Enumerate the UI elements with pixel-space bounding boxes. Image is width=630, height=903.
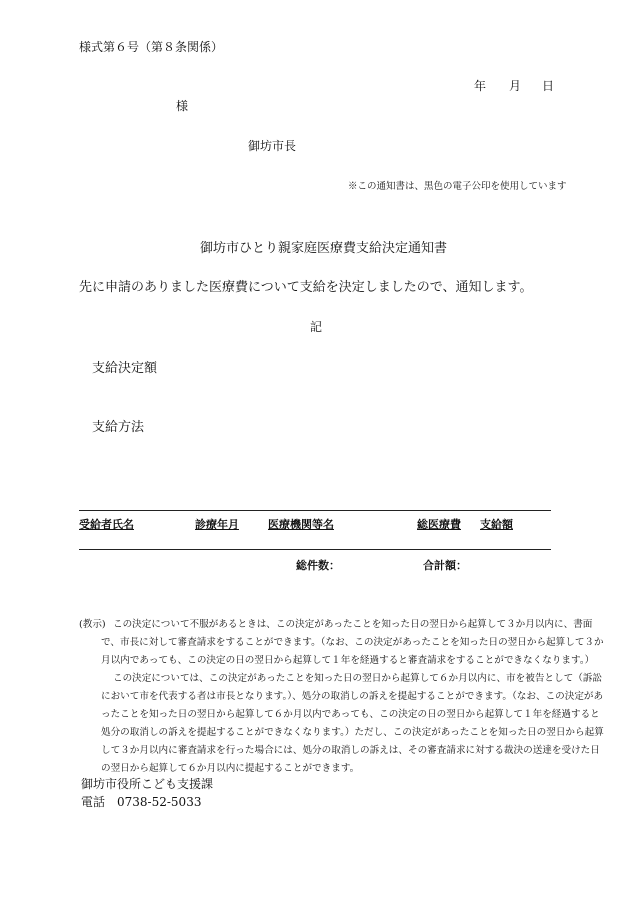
seal-note: ※この通知書は、黒色の電子公印を使用しています	[348, 181, 567, 192]
column-treatment-month: 診療年月	[195, 518, 239, 531]
total-amount-label: 合計額：	[423, 559, 467, 572]
form-number: 様式第６号（第８条関係）	[79, 40, 224, 54]
recipient-suffix: 様	[176, 99, 189, 113]
document-title: 御坊市ひとり親家庭医療費支給決定通知書	[200, 241, 448, 256]
column-total-medical-cost: 総医療費	[417, 518, 461, 531]
teaching-label: (教示)	[79, 619, 106, 630]
amount-label: 支給決定額	[92, 361, 158, 376]
teaching-section	[79, 616, 609, 778]
contact-department: 御坊市役所こども支援課	[81, 777, 214, 791]
method-label: 支給方法	[92, 420, 145, 435]
table-bottom-rule	[79, 549, 551, 550]
total-count-label: 総件数：	[296, 559, 340, 572]
column-recipient-name: 受給者氏名	[79, 518, 134, 531]
date-month-label: 月	[509, 79, 522, 93]
date-day-label: 日	[542, 79, 555, 93]
issuer: 御坊市長	[248, 139, 297, 153]
column-payment-amount: 支給額	[480, 518, 513, 531]
ki-heading: 記	[310, 320, 323, 334]
teaching-paragraph-2: この決定については、この決定があったことを知った日の翌日から起算して６か月以内に、市を被告として（訴訟において市を代表する者は市長となります。）、処分の取消しの訴えを提起することができます。（なお、この決定があったことを知った日の翌日から起算して６か月以内であっても、この決定の日の翌日から起算して１年を経過すると処分の取消しの訴えを提起することができなくなります。）ただし、この決定があったことを知った日の翌日から起算して３か月以内に審査請求を行った場合には、処分の取消しの訴えは、その審査請求に対する裁決の送達を受けた日の翌日から起算して６か月以内に提起することができます。	[101, 673, 604, 774]
lead-text: 先に申請のありました医療費について支給を決定しましたので、通知します。	[79, 280, 533, 295]
date-year-label: 年	[474, 79, 487, 93]
contact-phone: 電話 0738-52-5033	[81, 795, 202, 809]
column-institution-name: 医療機関等名	[268, 518, 334, 531]
teaching-paragraph-1: この決定について不服があるときは、この決定があったことを知った日の翌日から起算して３か月以内に、書面で、市長に対して審査請求をすることができます。（なお、この決定があったことを知った日の翌日から起算して３か月以内であっても、この決定の日の翌日から起算して１年を経過すると審査請求をすることができなくなります。）	[101, 619, 604, 666]
table-top-rule	[79, 510, 551, 511]
